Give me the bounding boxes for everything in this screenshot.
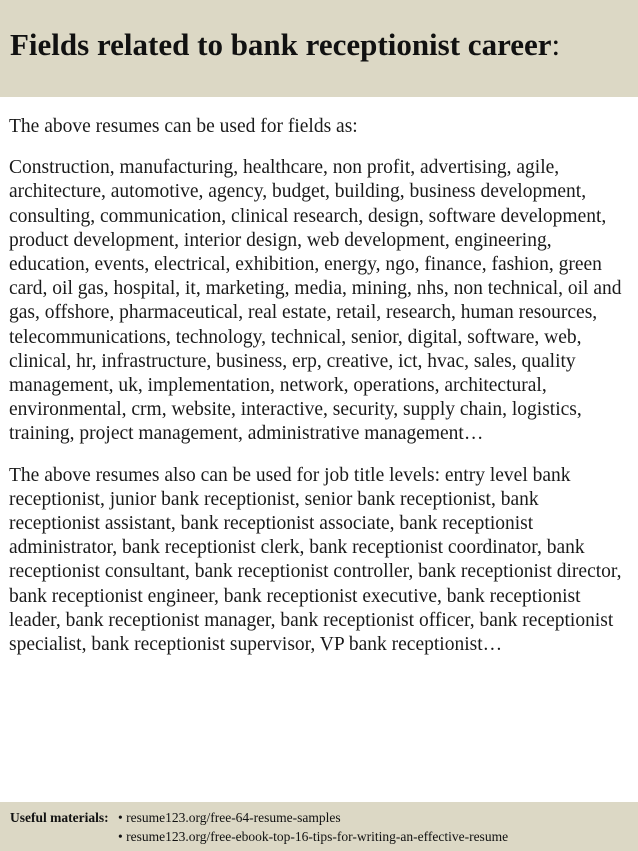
resource-link-ebook-tips[interactable]: • resume123.org/free-ebook-top-16-tips-for-writing-an-effective-resume [118, 829, 509, 844]
main-content [9, 115, 631, 657]
useful-materials-footer [0, 802, 638, 851]
page-title-colon: : [551, 27, 561, 62]
useful-materials-label [10, 808, 118, 827]
page-title-text: Fields related to bank receptionist career [10, 27, 552, 62]
fields-list: Construction, manufacturing, healthcare, non profit, advertising, agile, architecture, automotive, agency, budget, building, business development, consulting, communication, clinical research, design, software development, product development, interior design, web development, engineering, education, events, electrical, exhibition, energy, ngo, finance, fashion, green card, oil gas, hospital, it, marketing, media, mining, nhs, non technical, oil and gas, offshore, pharmaceutical, real estate, retail, research, human resources, telecommunications, technology, technical, senior, digital, software, web, clinical, hr, infrastructure, business, erp, creative, ict, hvac, sales, quality management, uk, implementation, network, operations, architectural, environmental, crm, website, interactive, security, supply chain, logistics, training, project management, administrative management… [9, 157, 622, 445]
job-titles-list: The above resumes also can be used for job title levels: entry level bank receptionist, junior bank receptionist, senior bank receptionist, bank receptionist assistant, bank receptionist associate, bank receptionist administrator, bank receptionist clerk, bank receptionist coordinator, bank receptionist consultant, bank receptionist controller, bank receptionist director, bank receptionist engineer, bank receptionist executive, bank receptionist leader, bank receptionist manager, bank receptionist officer, bank receptionist specialist, bank receptionist supervisor, VP bank receptionist… [9, 464, 622, 656]
resource-link-resume-samples[interactable]: • resume123.org/free-64-resume-samples [118, 810, 341, 825]
title-bar [0, 0, 638, 97]
footer-row-1 [10, 808, 628, 827]
useful-materials-label-text: Useful materials [10, 810, 105, 825]
footer-indent [10, 827, 118, 846]
footer-row-2 [10, 827, 628, 846]
useful-materials-label-colon: : [104, 810, 109, 825]
page-title [10, 25, 628, 65]
intro-text: The above resumes can be used for fields as: [9, 116, 358, 137]
